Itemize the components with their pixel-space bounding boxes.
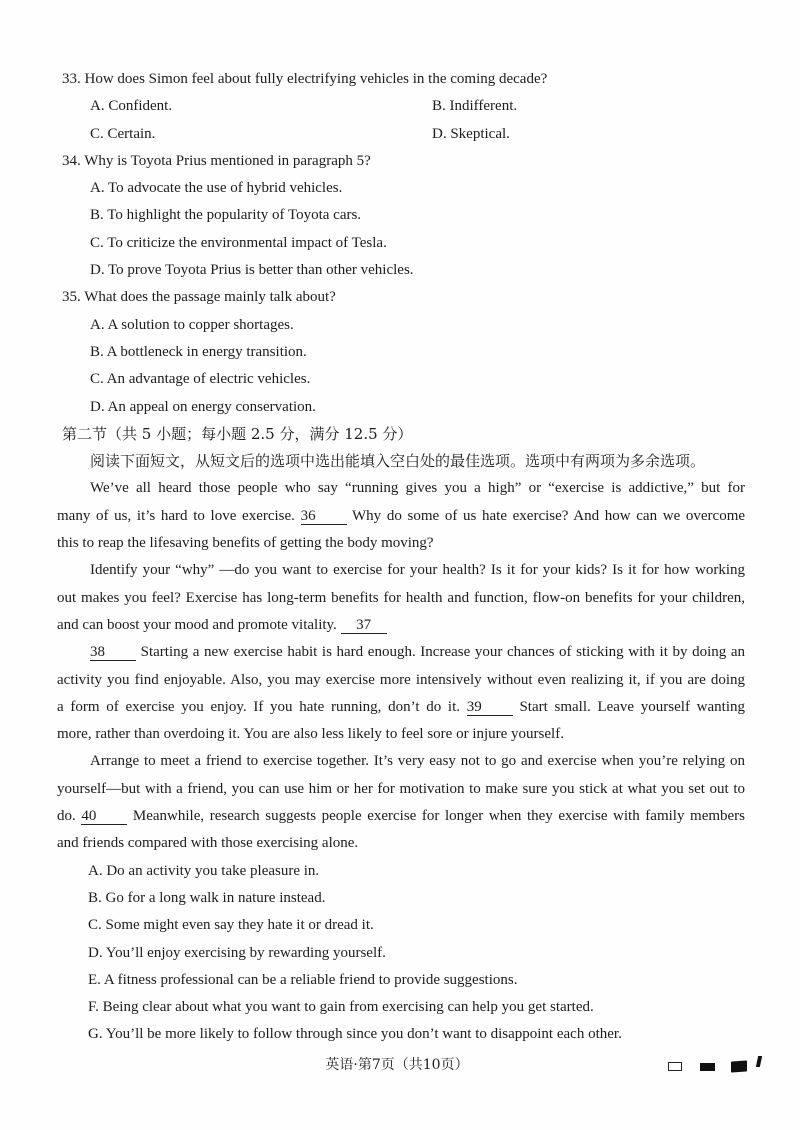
passage-p2-line-3	[57, 612, 745, 639]
question-33-stem: 33. How does Simon feel about fully electrifying vehicles in the coming decade?	[62, 71, 548, 87]
passage-text: many of us, it’s hard to love exercise.	[57, 507, 295, 524]
passage-p2-line-1: Identify your “why” —do you want to exercise for your health? Is it for your kids? Is it for how working	[90, 562, 745, 579]
passage-p3-line-2: activity you find enjoyable. Also, you may exercise more intensively without even realizing it, if you are doing	[57, 671, 745, 688]
passage-text: Meanwhile, research suggests people exercise for longer when they exercise with family members	[132, 808, 746, 825]
scan-mark-filled-icon	[700, 1063, 715, 1071]
scan-mark-outline-icon	[668, 1062, 682, 1071]
passage-p1-line-2	[57, 503, 745, 530]
choice-f: F. Being clear about what you want to gain from exercising can help you get started.	[88, 999, 594, 1016]
question-35-stem: 35. What does the passage mainly talk about?	[62, 289, 336, 306]
section-heading: 第二节（共 5 小题；每小题 2.5 分，满分 12.5 分）	[62, 424, 413, 443]
passage-p4-line-2: yourself—but with a friend, you can use him or her for motivation to make sure you stick at what you set out to	[57, 780, 745, 797]
choice-e: E. A fitness professional can be a reliable friend to provide suggestions.	[88, 971, 518, 988]
blank-39: 39	[467, 699, 513, 716]
passage-text: Start small. Leave yourself wanting	[519, 698, 745, 715]
question-33-option-c: C. Certain.	[90, 125, 156, 142]
page-content	[57, 66, 745, 1049]
question-33-option-a: A. Confident.	[90, 98, 173, 115]
section-instruction: 阅读下面短文，从短文后的选项中选出能填入空白处的最佳选项。选项中有两项为多余选项。	[90, 452, 706, 471]
passage-text: Why do some of us hate exercise? And how can we overcome	[352, 507, 746, 524]
blank-38: 38	[90, 644, 136, 661]
question-35-option-c: C. An advantage of electric vehicles.	[90, 371, 311, 388]
passage-p2-line-2: out makes you feel? Exercise has long-term benefits for health and function, flow-on benefits for your children,	[57, 589, 745, 606]
passage-text: and can boost your mood and promote vitality.	[57, 616, 337, 633]
passage-p1-line-1: We’ve all heard those people who say “running gives you a high” or “exercise is addictive,” but for	[90, 480, 745, 497]
page-footer: 英语·第7页（共10页）	[325, 1057, 469, 1073]
choice-b: B. Go for a long walk in nature instead.	[88, 889, 326, 906]
choice-c: C. Some might even say they hate it or dread it.	[88, 917, 374, 934]
question-34-option-c: C. To criticize the environmental impact of Tesla.	[90, 234, 387, 251]
scan-mark-filled-icon	[731, 1060, 747, 1072]
passage-p4-line-3	[57, 803, 745, 830]
choice-a: A. Do an activity you take pleasure in.	[88, 862, 320, 879]
question-34-option-a: A. To advocate the use of hybrid vehicles.	[90, 180, 343, 197]
question-35-option-d: D. An appeal on energy conservation.	[90, 398, 316, 415]
choice-d: D. You’ll enjoy exercising by rewarding yourself.	[88, 944, 386, 961]
blank-40: 40	[81, 808, 127, 825]
question-34-option-b: B. To highlight the popularity of Toyota cars.	[90, 207, 362, 224]
passage-p4-line-1: Arrange to meet a friend to exercise together. It’s very easy not to go and exercise when you’re relying on	[90, 753, 745, 770]
passage-p3-line-1	[57, 639, 745, 666]
question-34-stem: 34. Why is Toyota Prius mentioned in paragraph 5?	[62, 152, 371, 169]
blank-36: 36	[301, 508, 347, 525]
question-34-option-d: D. To prove Toyota Prius is better than other vehicles.	[90, 262, 414, 279]
passage-p1-line-3: this to reap the lifesaving benefits of getting the body moving?	[57, 535, 434, 552]
question-33-options-row-1	[57, 93, 745, 120]
blank-37: 37	[341, 617, 387, 634]
passage-p3-line-4: more, rather than overdoing it. You are also less likely to feel sore or injure yourself.	[57, 726, 564, 743]
question-35-option-b: B. A bottleneck in energy transition.	[90, 343, 307, 360]
passage-text: Starting a new exercise habit is hard enough. Increase your chances of sticking with it by doing an	[140, 644, 746, 661]
question-33-options-row-2	[57, 121, 745, 148]
question-33-option-d: D. Skeptical.	[432, 125, 510, 142]
passage-text: do.	[57, 808, 76, 825]
passage-text: a form of exercise you enjoy. If you hate running, don’t do it.	[57, 698, 460, 715]
passage-p3-line-3	[57, 694, 745, 721]
question-35-option-a: A. A solution to copper shortages.	[90, 316, 294, 333]
choice-g: G. You’ll be more likely to follow through since you don’t want to disappoint each other.	[88, 1026, 622, 1043]
passage-p4-line-4: and friends compared with those exercising alone.	[57, 835, 359, 852]
question-33-option-b: B. Indifferent.	[432, 98, 518, 115]
